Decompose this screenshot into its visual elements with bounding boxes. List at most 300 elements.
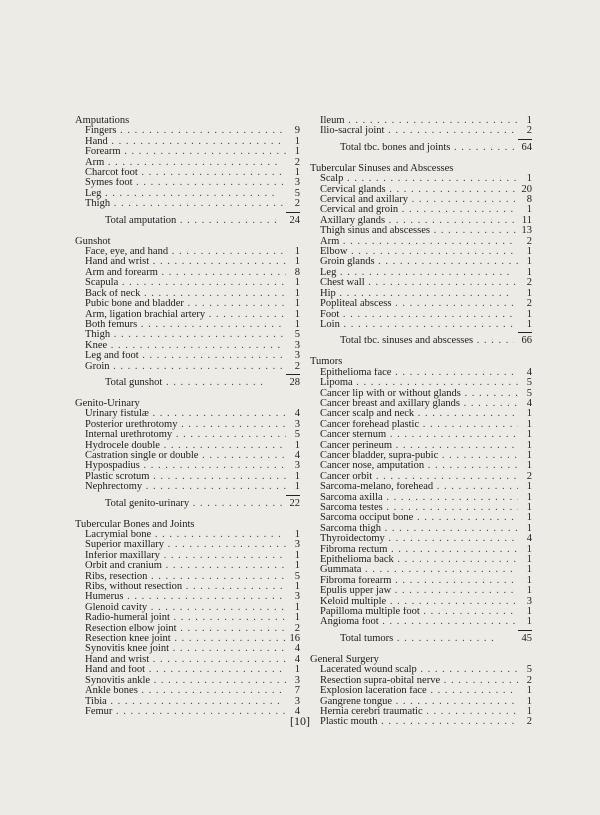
row-value: 1 xyxy=(526,308,532,320)
table-row xyxy=(75,655,300,665)
table-row xyxy=(75,697,300,707)
table-row xyxy=(75,420,300,430)
row-label: Synovitis ankle . . xyxy=(75,676,286,686)
row-value: 5 xyxy=(526,387,532,399)
table-row xyxy=(75,268,300,278)
table-row xyxy=(75,634,300,644)
row-value: 1 xyxy=(526,512,532,524)
table-row xyxy=(310,174,532,184)
row-label: Axillary glands . . xyxy=(310,216,518,226)
row-value: 2 xyxy=(294,360,300,372)
row-value: 1 xyxy=(526,705,532,717)
table-row xyxy=(75,665,300,675)
row-label: Cancer scalp and neck . . xyxy=(310,409,518,419)
row-value: 1 xyxy=(294,287,300,299)
row-value: 1 xyxy=(294,439,300,451)
table-row xyxy=(310,310,532,320)
row-value: 9 xyxy=(294,125,300,137)
total-amputation-row xyxy=(75,215,300,227)
table-row xyxy=(75,310,300,320)
table-row xyxy=(75,676,300,686)
row-value: 1 xyxy=(526,287,532,299)
row-label: Urinary fistulæ . . xyxy=(75,409,286,419)
row-label: Hand and wrist . . xyxy=(75,655,286,665)
total-label: Total genito-urinary . . xyxy=(75,498,282,510)
row-label: Sarcoma occiput bone . . xyxy=(310,513,518,523)
row-label: Angioma foot . . xyxy=(310,617,518,627)
row-label: Cancer breast and axillary glands . . xyxy=(310,399,518,409)
row-label: Epulis upper jaw . . xyxy=(310,586,518,596)
table-row xyxy=(310,565,532,575)
row-label: Resection supra-obital nerve . . xyxy=(310,676,518,686)
row-label: Cancer lip with or without glands . . xyxy=(310,389,518,399)
tubercular-bones-list xyxy=(75,530,300,717)
row-label: Arm and forearm . . xyxy=(75,268,286,278)
row-value: 1 xyxy=(526,115,532,126)
row-value: 3 xyxy=(294,339,300,351)
row-label: Cancer perineum . . xyxy=(310,441,518,451)
row-label: Hydrocele double . . xyxy=(75,441,286,451)
table-row xyxy=(310,534,532,544)
row-label: Ilio-sacral joint . . xyxy=(310,126,518,136)
table-row xyxy=(310,665,532,675)
right-column xyxy=(310,116,532,728)
section-title-tumors: Tumors xyxy=(310,356,343,368)
table-row xyxy=(75,451,300,461)
row-label: Ileum . . xyxy=(310,116,518,126)
row-value: 16 xyxy=(289,633,300,645)
row-label: Hand and foot . . xyxy=(75,665,286,675)
row-label: Cancer forehead plastic . . xyxy=(310,420,518,430)
row-value: 1 xyxy=(294,612,300,624)
row-label: Cervical and groin . . xyxy=(310,205,518,215)
table-row xyxy=(310,289,532,299)
total-genito-urinary-row xyxy=(75,498,300,510)
table-row xyxy=(310,555,532,565)
table-row xyxy=(75,168,300,178)
table-row xyxy=(75,603,300,613)
row-value: 5 xyxy=(294,187,300,199)
row-value: 1 xyxy=(526,460,532,472)
table-row xyxy=(310,257,532,267)
row-value: 8 xyxy=(294,266,300,278)
row-label: Sarcoma thigh . . xyxy=(310,524,518,534)
row-label: Fibroma forearm . . xyxy=(310,576,518,586)
row-value: 8 xyxy=(526,194,532,206)
table-row xyxy=(75,247,300,257)
table-row xyxy=(310,195,532,205)
row-label: Internal urethrotomy . . xyxy=(75,430,286,440)
row-label: Castration single or double . . xyxy=(75,451,286,461)
row-value: 1 xyxy=(294,308,300,320)
row-value: 1 xyxy=(526,616,532,628)
row-value: 1 xyxy=(294,298,300,310)
row-label: Humerus . . xyxy=(75,592,286,602)
row-label: Forearm . . xyxy=(75,147,286,157)
row-value: 1 xyxy=(526,695,532,707)
row-label: Lacerated wound scalp . . xyxy=(310,665,518,675)
table-row xyxy=(310,503,532,513)
page-number: [10] xyxy=(290,714,310,728)
row-value: 1 xyxy=(294,470,300,482)
table-row xyxy=(75,430,300,440)
table-row xyxy=(310,493,532,503)
row-label: Cancer bladder, supra-pubic . . xyxy=(310,451,518,461)
row-label: Glenoid cavity . . xyxy=(75,603,286,613)
row-label: Hand . . xyxy=(75,137,286,147)
row-value: 1 xyxy=(526,204,532,216)
row-label: Leg . . xyxy=(310,268,518,278)
table-row xyxy=(310,607,532,617)
table-row xyxy=(310,268,532,278)
row-label: Knee . . xyxy=(75,341,286,351)
row-label: Hand and wrist . . xyxy=(75,257,286,267)
row-value: 3 xyxy=(294,539,300,551)
table-row xyxy=(75,341,300,351)
table-row xyxy=(310,451,532,461)
row-label: Both femurs . . xyxy=(75,320,286,330)
row-value: 3 xyxy=(294,418,300,430)
row-label: Groin glands . . xyxy=(310,257,518,267)
row-value: 1 xyxy=(526,522,532,534)
table-row xyxy=(75,461,300,471)
left-column xyxy=(75,116,300,717)
table-row xyxy=(75,199,300,209)
row-value: 1 xyxy=(526,574,532,586)
row-label: Scapula . . xyxy=(75,278,286,288)
table-row xyxy=(310,545,532,555)
row-value: 11 xyxy=(521,214,532,226)
row-label: Pubic bone and bladder . . xyxy=(75,299,286,309)
table-row xyxy=(310,576,532,586)
row-label: Cancer sternum . . xyxy=(310,430,518,440)
table-row xyxy=(75,561,300,571)
table-row xyxy=(310,216,532,226)
row-value: 4 xyxy=(526,533,532,545)
row-label: Cancer orbit . . xyxy=(310,472,518,482)
table-row xyxy=(310,399,532,409)
table-row xyxy=(310,368,532,378)
tumors-list xyxy=(310,368,532,628)
table-row xyxy=(75,472,300,482)
row-value: 1 xyxy=(526,246,532,258)
table-row xyxy=(75,482,300,492)
row-label: Fibroma rectum . . xyxy=(310,545,518,555)
table-row xyxy=(310,409,532,419)
row-label: Elbow . . xyxy=(310,247,518,257)
row-value: 1 xyxy=(526,502,532,513)
row-value: 2 xyxy=(294,156,300,168)
row-label: Nephrectomy . . xyxy=(75,482,286,492)
row-label: Thyroidectomy . . xyxy=(310,534,518,544)
row-label: Groin . . xyxy=(75,362,286,372)
table-row xyxy=(75,551,300,561)
table-row xyxy=(310,430,532,440)
total-rule xyxy=(286,212,300,213)
row-value: 4 xyxy=(526,397,532,409)
table-row xyxy=(75,644,300,654)
total-value: 22 xyxy=(289,497,300,509)
total-value: 66 xyxy=(521,335,532,347)
table-row xyxy=(75,409,300,419)
row-label: Inferior maxillary . . xyxy=(75,551,286,561)
row-label: Thigh sinus and abscesses . . xyxy=(310,226,518,236)
table-row xyxy=(75,362,300,372)
row-value: 3 xyxy=(294,350,300,362)
table-row xyxy=(75,147,300,157)
total-value: 64 xyxy=(521,141,532,153)
table-row xyxy=(310,420,532,430)
row-label: Loin . . xyxy=(310,320,518,330)
table-row xyxy=(75,686,300,696)
row-value: 4 xyxy=(294,449,300,461)
row-value: 4 xyxy=(294,643,300,655)
row-label: Popliteal abscess . . xyxy=(310,299,518,309)
row-label: Hip . . xyxy=(310,289,518,299)
table-row xyxy=(75,582,300,592)
row-value: 1 xyxy=(294,601,300,613)
table-row xyxy=(75,189,300,199)
row-value: 1 xyxy=(294,318,300,330)
tubercular-bones-continued-list xyxy=(310,116,532,137)
table-row xyxy=(310,299,532,309)
section-title-gunshot: Gunshot xyxy=(75,235,111,247)
row-value: 1 xyxy=(526,543,532,555)
table-row xyxy=(310,597,532,607)
row-value: 3 xyxy=(294,674,300,686)
row-value: 5 xyxy=(294,570,300,582)
row-label: Tibia . . xyxy=(75,697,286,707)
row-label: Hernia cerebri traumatic . . xyxy=(310,707,518,717)
table-row xyxy=(75,178,300,188)
row-label: Epithelioma back . . xyxy=(310,555,518,565)
row-label: Charcot foot . . xyxy=(75,168,286,178)
row-label: Arm . . xyxy=(75,158,286,168)
total-label: Total tbc. bones and joints . . xyxy=(310,142,514,154)
row-label: Hypospadius . . xyxy=(75,461,286,471)
table-row xyxy=(75,441,300,451)
row-value: 20 xyxy=(521,183,532,195)
row-label: Sarcoma testes . . xyxy=(310,503,518,513)
table-row xyxy=(75,540,300,550)
table-row xyxy=(310,226,532,236)
row-value: 3 xyxy=(294,695,300,707)
table-row xyxy=(310,686,532,696)
row-value: 1 xyxy=(526,418,532,430)
row-value: 1 xyxy=(294,146,300,158)
row-label: Gangrene tongue . . xyxy=(310,697,518,707)
table-row xyxy=(75,330,300,340)
table-row xyxy=(310,378,532,388)
row-label: Radio-humeral joint . . xyxy=(75,613,286,623)
row-value: 4 xyxy=(294,705,300,717)
row-value: 1 xyxy=(526,173,532,185)
row-value: 4 xyxy=(294,653,300,665)
row-value: 1 xyxy=(526,256,532,268)
total-label: Total tbc. sinuses and abscesses . . xyxy=(310,335,514,347)
row-value: 7 xyxy=(294,685,300,697)
tubercular-sinuses-list xyxy=(310,174,532,330)
row-value: 5 xyxy=(526,664,532,676)
total-label: Total amputation . . xyxy=(75,215,282,227)
total-tumors-row xyxy=(310,633,532,645)
table-row xyxy=(310,482,532,492)
row-label: Arm . . xyxy=(310,237,518,247)
row-label: Sarcoma-melano, forehead . . xyxy=(310,482,518,492)
row-value: 2 xyxy=(526,235,532,247)
table-row xyxy=(310,247,532,257)
row-value: 1 xyxy=(526,685,532,697)
row-value: 2 xyxy=(526,298,532,310)
row-value: 2 xyxy=(526,125,532,137)
row-label: Epithelioma face . . xyxy=(310,368,518,378)
table-row xyxy=(310,205,532,215)
genito-urinary-list xyxy=(75,409,300,492)
row-label: Gummata . . xyxy=(310,565,518,575)
table-row xyxy=(310,697,532,707)
row-label: Ribs, resection . . xyxy=(75,572,286,582)
table-row xyxy=(310,586,532,596)
table-row xyxy=(75,158,300,168)
row-value: 2 xyxy=(526,277,532,289)
row-label: Symes foot . . xyxy=(75,178,286,188)
table-row xyxy=(310,116,532,126)
row-value: 1 xyxy=(294,167,300,179)
table-row xyxy=(75,257,300,267)
row-value: 1 xyxy=(294,246,300,258)
row-value: 4 xyxy=(294,408,300,420)
row-label: Keloid multiple . . xyxy=(310,597,518,607)
row-label: Plastic scrotum . . xyxy=(75,472,286,482)
section-title-tubercular-bones: Tubercular Bones and Joints xyxy=(75,518,195,530)
table-row xyxy=(310,472,532,482)
row-label: Sarcoma axilla . . xyxy=(310,493,518,503)
row-label: Plastic mouth . . xyxy=(310,717,518,727)
total-gunshot-row xyxy=(75,377,300,389)
row-value: 1 xyxy=(294,256,300,268)
row-value: 1 xyxy=(526,554,532,566)
table-row xyxy=(75,289,300,299)
row-label: Posterior urethrotomy . . xyxy=(75,420,286,430)
row-label: Foot . . xyxy=(310,310,518,320)
total-rule xyxy=(518,332,532,333)
total-rule xyxy=(286,495,300,496)
total-label: Total gunshot . . xyxy=(75,377,282,389)
table-row xyxy=(75,592,300,602)
section-title-amputations: Amputations xyxy=(75,115,130,126)
row-label: Face, eye, and hand . . xyxy=(75,247,286,257)
total-value: 45 xyxy=(521,632,532,644)
row-value: 1 xyxy=(294,277,300,289)
row-label: Explosion laceration face . . xyxy=(310,686,518,696)
row-value: 2 xyxy=(526,470,532,482)
row-value: 2 xyxy=(526,674,532,686)
row-value: 1 xyxy=(526,318,532,330)
row-label: Resection knee joint . . xyxy=(75,634,286,644)
row-value: 3 xyxy=(294,460,300,472)
row-value: 1 xyxy=(526,585,532,597)
row-value: 1 xyxy=(294,549,300,561)
row-label: Synovitis knee joint . . xyxy=(75,644,286,654)
total-rule xyxy=(286,374,300,375)
row-label: Arm, ligation brachial artery . . xyxy=(75,310,286,320)
row-value: 2 xyxy=(294,622,300,634)
row-value: 1 xyxy=(526,491,532,503)
row-label: Resection elbow joint . . xyxy=(75,624,286,634)
row-label: Back of neck . . xyxy=(75,289,286,299)
row-value: 1 xyxy=(526,439,532,451)
table-row xyxy=(310,389,532,399)
row-label: Lipoma . . xyxy=(310,378,518,388)
row-value: 1 xyxy=(526,564,532,576)
table-row xyxy=(310,320,532,330)
total-value: 24 xyxy=(289,214,300,226)
row-value: 5 xyxy=(526,377,532,389)
table-row xyxy=(75,278,300,288)
row-value: 1 xyxy=(526,481,532,493)
row-value: 1 xyxy=(294,560,300,572)
row-value: 1 xyxy=(526,266,532,278)
table-row xyxy=(75,320,300,330)
row-label: Ankle bones . . xyxy=(75,686,286,696)
row-value: 1 xyxy=(294,581,300,593)
table-row xyxy=(75,137,300,147)
total-label: Total tumors . . xyxy=(310,633,514,645)
row-value: 3 xyxy=(526,595,532,607)
row-label: Orbit and cranium . . xyxy=(75,561,286,571)
row-value: 1 xyxy=(526,606,532,618)
table-row xyxy=(310,513,532,523)
amputations-list xyxy=(75,126,300,209)
row-label: Cervical glands . . xyxy=(310,185,518,195)
table-row xyxy=(75,299,300,309)
row-value: 4 xyxy=(526,366,532,378)
table-row xyxy=(75,624,300,634)
table-row xyxy=(75,530,300,540)
row-value: 2 xyxy=(294,198,300,210)
table-row xyxy=(310,676,532,686)
section-title-general-surgery: General Surgery xyxy=(310,653,379,665)
table-row xyxy=(310,185,532,195)
table-row xyxy=(75,613,300,623)
row-label: Papilloma multiple foot . . xyxy=(310,607,518,617)
table-row xyxy=(310,441,532,451)
row-label: Femur . . xyxy=(75,707,286,717)
row-label: Thigh . . xyxy=(75,330,286,340)
table-row xyxy=(310,126,532,136)
total-value: 28 xyxy=(289,376,300,388)
row-value: 1 xyxy=(294,664,300,676)
section-title-tubercular-sinuses: Tubercular Sinuses and Abscesses xyxy=(310,162,454,174)
row-label: Leg . . xyxy=(75,189,286,199)
row-label: Thigh . . xyxy=(75,199,286,209)
row-value: 1 xyxy=(526,449,532,461)
row-value: 1 xyxy=(294,135,300,147)
table-row xyxy=(310,237,532,247)
row-value: 1 xyxy=(294,481,300,493)
row-value: 1 xyxy=(526,408,532,420)
table-row xyxy=(310,278,532,288)
row-value: 5 xyxy=(294,329,300,341)
row-label: Chest wall . . xyxy=(310,278,518,288)
total-tbc-bones-row xyxy=(310,142,532,154)
total-tbc-sinuses-row xyxy=(310,335,532,347)
total-rule xyxy=(518,630,532,631)
row-label: Cervical and axillary . . xyxy=(310,195,518,205)
row-value: 2 xyxy=(526,716,532,728)
table-row xyxy=(310,461,532,471)
table-row xyxy=(310,524,532,534)
